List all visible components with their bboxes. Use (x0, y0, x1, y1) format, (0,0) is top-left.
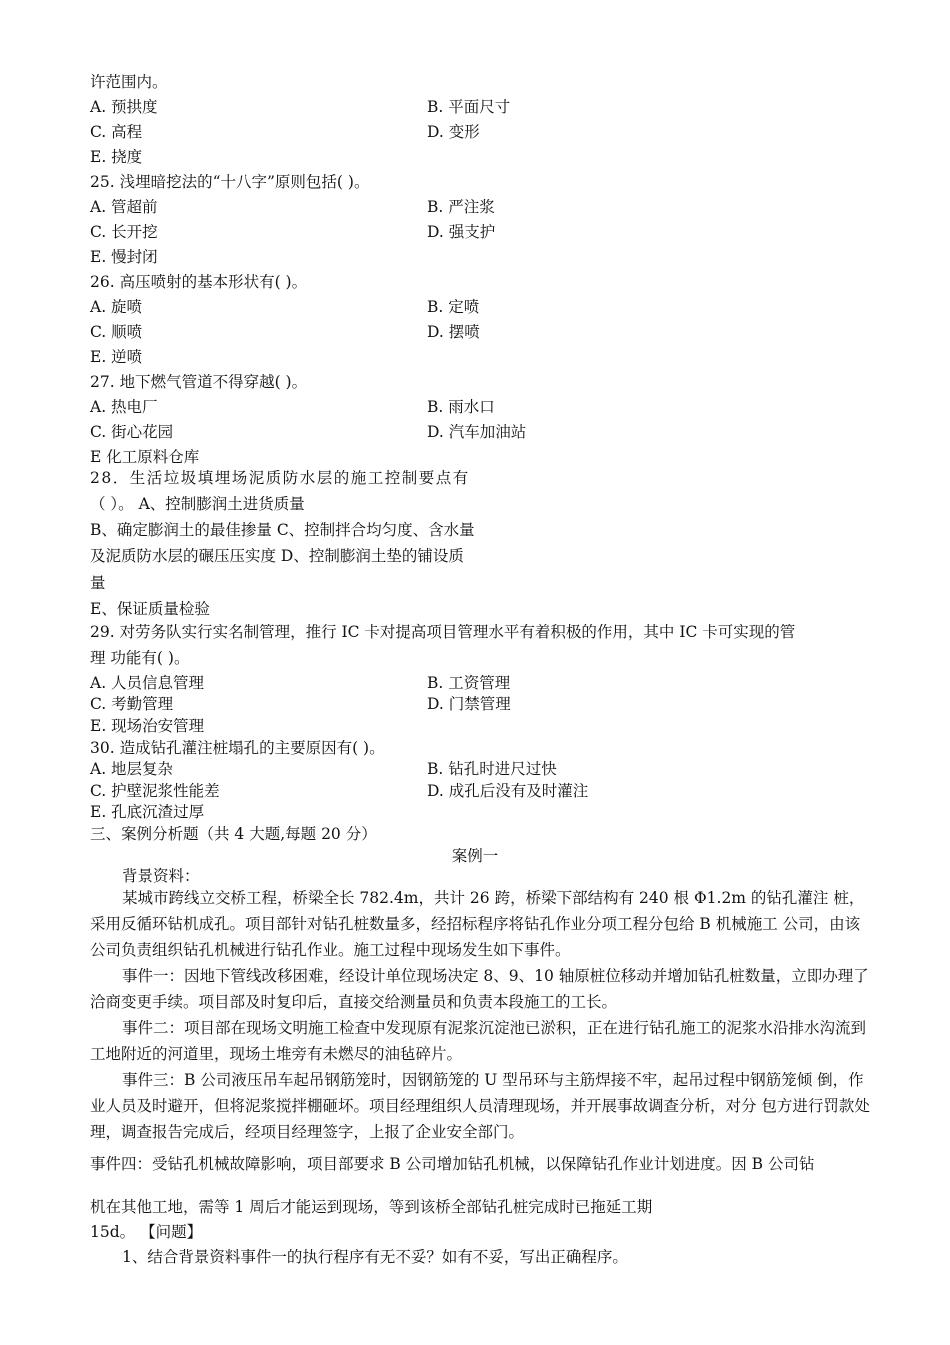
option-c: C. 街心花园 (90, 423, 174, 441)
option-d: D. 摆喷 (427, 323, 480, 341)
option-d: D. 汽车加油站 (427, 423, 527, 441)
case-title: 案例一 (451, 847, 499, 865)
option-d: D. 强支护 (427, 223, 496, 241)
option-b: B. 严注浆 (427, 198, 495, 216)
option-e: E. 现场治安管理 (90, 717, 205, 735)
question-line: B、确定膨润土的最佳掺量 C、控制拌合均匀度、含水量 (90, 521, 475, 539)
question-stem: 26. 高压喷射的基本形状有( )。 (90, 273, 308, 291)
option-e: E. 挠度 (90, 148, 143, 166)
question-stem: 25. 浅埋暗挖法的“十八字”原则包括( )。 (90, 173, 370, 191)
option-d: D. 成孔后没有及时灌注 (427, 782, 589, 800)
option-d: D. 门禁管理 (427, 695, 511, 713)
question-stem: 29. 对劳务队实行实名制管理，推行 IC 卡对提高项目管理水平有着积极的作用，其中 IC 卡可实现的管 (90, 623, 796, 641)
question-line: E、保证质量检验 (90, 600, 210, 618)
option-b: B. 工资管理 (427, 674, 511, 692)
option-c: C. 考勤管理 (90, 695, 174, 713)
option-b: B. 定喷 (427, 298, 480, 316)
option-e: E. 慢封闭 (90, 248, 158, 266)
question-stem: 27. 地下燃气管道不得穿越( )。 (90, 373, 308, 391)
event-paragraph: 事件二：项目部在现场文明施工检查中发现原有泥浆沉淀池已淤积，正在进行钻孔施工的泥浆水沿排水沟流到工地附近的河道里，现场土堆旁有未燃尽的油毡碎片。 (90, 1019, 867, 1063)
background-paragraph: 某城市跨线立交桥工程，桥梁全长 782.4m，共计 26 跨，桥梁下部结构有 240 根 Φ1.2m 的钻孔灌注 桩，采用反循环钻机成孔。项目部针对钻孔桩数量多，经招标程序将钻孔作业分项工程分包给 B 机械施工 公司，由该公司负责组织钻孔机械进行钻孔作业。施工过程中现场发生如下事件。 (90, 889, 865, 959)
text-line: 许范围内。 (90, 73, 168, 91)
option-c: C. 高程 (90, 123, 143, 141)
option-b: B. 钻孔时进尺过快 (427, 760, 557, 778)
option-e: E. 孔底沉渣过厚 (90, 803, 205, 821)
option-c: C. 顺喷 (90, 323, 143, 341)
option-e: E 化工原料仓库 (90, 448, 200, 466)
question-line: （ ）。 A、控制膨润土进货质量 (90, 495, 305, 513)
event-paragraph: 事件四：受钻孔机械故障影响，项目部要求 B 公司增加钻孔机械，以保障钻孔作业计划进度。因 B 公司钻 (90, 1155, 815, 1173)
question-stem: 30. 造成钻孔灌注桩塌孔的主要原因有( )。 (90, 739, 385, 757)
option-a: A. 旋喷 (90, 298, 143, 316)
option-a: A. 热电厂 (90, 398, 158, 416)
option-a: A. 地层复杂 (90, 760, 174, 778)
event-paragraph: 事件一：因地下管线改移困难，经设计单位现场决定 8、9、10 轴原桩位移动并增加钻孔桩数量，立即办理了洽商变更手续。项目部及时复印后，直接交给测量员和负责本段施工的工长。 (90, 967, 869, 1011)
background-label: 背景资料： (122, 867, 200, 885)
event-paragraph: 事件三：B 公司液压吊车起吊钢筋笼时，因钢筋笼的 U 型吊环与主筋焊接不牢，起吊过程中钢筋笼倾 倒，作业人员及时避开，但将泥浆搅拌棚砸坏。项目经理组织人员清理现场，并开展事故调查分析，对分 包方进行罚款处理，调查报告完成后，经项目经理签字，上报了企业安全部门。 (90, 1071, 870, 1141)
event-paragraph-cont: 机在其他工地，需等 1 周后才能运到现场，等到该桥全部钻孔桩完成时已拖延工期 (90, 1198, 653, 1216)
option-b: B. 雨水口 (427, 398, 495, 416)
option-a: A. 预拱度 (90, 98, 158, 116)
question-line: 理 功能有( )。 (90, 649, 190, 667)
option-c: C. 护壁泥浆性能差 (90, 782, 220, 800)
question-stem: 28．生活垃圾填埋场泥质防水层的施工控制要点有 (90, 469, 470, 487)
option-c: C. 长开挖 (90, 223, 158, 241)
case-body (90, 885, 870, 1145)
question-line: 及泥质防水层的碾压压实度 D、控制膨润土垫的铺设质 (90, 547, 464, 565)
option-a: A. 管超前 (90, 198, 158, 216)
question-line: 1、结合背景资料事件一的执行程序有无不妥？如有不妥，写出正确程序。 (122, 1248, 628, 1266)
option-e: E. 逆喷 (90, 348, 143, 366)
option-b: B. 平面尺寸 (427, 98, 511, 116)
question-line: 量 (90, 574, 106, 592)
option-a: A. 人员信息管理 (90, 674, 205, 692)
option-d: D. 变形 (427, 123, 480, 141)
event-paragraph-cont: 15d。 【问题】 (90, 1223, 203, 1241)
section-heading: 三、案例分析题（共 4 大题,每题 20 分） (90, 825, 377, 843)
